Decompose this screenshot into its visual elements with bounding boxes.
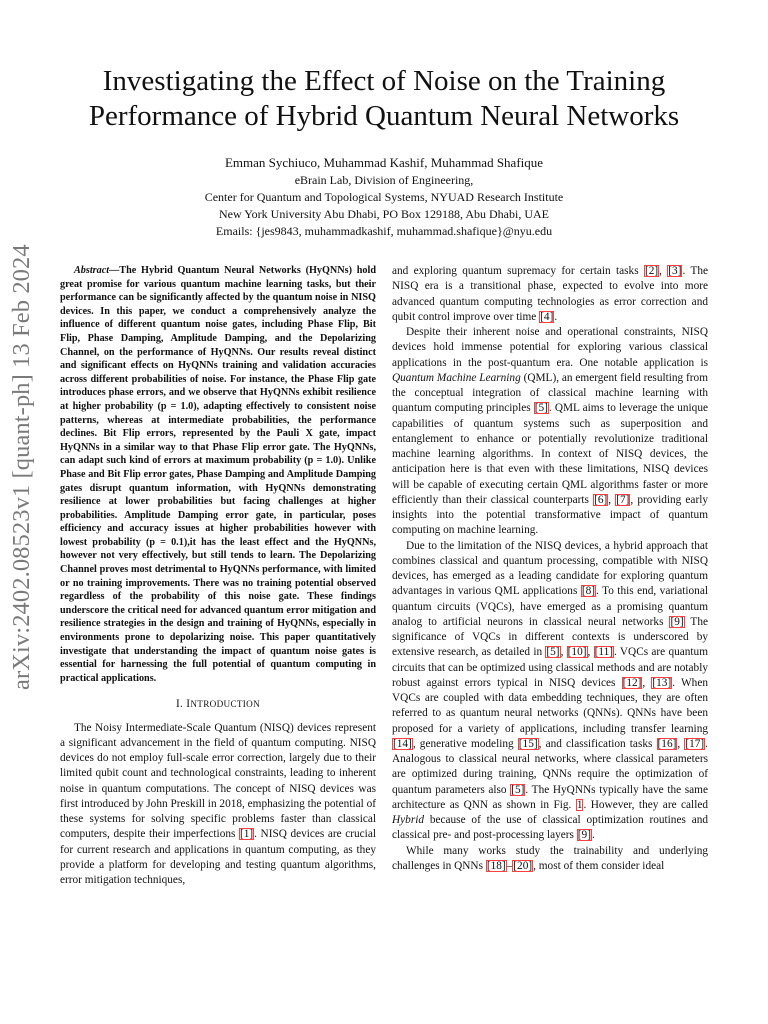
citation-link[interactable]: [4] (540, 310, 554, 323)
affiliation-line: New York University Abu Dhabi, PO Box 129188, Abu Dhabi, UAE (219, 207, 549, 221)
affiliations (40, 172, 728, 240)
paper-title (40, 64, 728, 134)
section-title-rest: NTRODUCTION (190, 699, 261, 710)
citation-link[interactable]: [5] (534, 402, 548, 415)
intro-paragraph-1-continued: and exploring quantum supremacy for certain tasks [2], [3]. The NISQ era is a transitional phase, expected to evolve into more advanced quantum computing technologies as error correction and qubit control improve over time [4]. (392, 265, 709, 323)
citation-link[interactable]: [2] (644, 265, 659, 277)
intro-paragraph-2: Despite their inherent noise and operational constraints, NISQ devices hold immense potential for exploring various classical applications in the post-quantum era. One notable application is Quantum Machine Learning (QML), an emergent field resulting from the conceptual integration of classical machine learning with quantum computing principles [5]. QML aims to leverage the unique capabilities of quantum systems such as superposition and entanglement to enhance or potentially revolutionize traditional machine learning algorithms. In context of NISQ devices, the anticipation here is that even with these limitations, NISQ devices will be capable of executing certain QML algorithms faster or more efficiently than their classical counterparts [6], [7], providing early insights into the potential transformative impact of quantum computing on machine learning. (392, 326, 708, 537)
abstract (60, 264, 376, 685)
left-column (60, 264, 376, 888)
citation-link[interactable]: [9] (670, 615, 684, 628)
paragraph-text: While many works study the trainability and underlying challenges in QNNs (392, 844, 708, 872)
paragraph-text: . To this end, variational quantum circuits (VQCs), have emerged as a promising quantum analog to artificial neurons in classical neural networks (392, 585, 708, 628)
paragraph-text: . NISQ devices are crucial for current research and applications in quantum computing, as they provide a platform for developing and testing quantum algorithms, error mitigation techniques, (60, 828, 376, 887)
figure-reference-link[interactable]: 1 (576, 798, 583, 811)
citation-link[interactable]: [11] (594, 646, 613, 659)
paragraph-text: . When VQCs are coupled with data embedding techniques, they are often referred to as quantum neural networks (QNNs). QNNs have been proposed for a variety of applications, including transfer learning (392, 676, 708, 735)
citation-link[interactable]: [5] (511, 783, 525, 796)
right-column (392, 264, 708, 874)
author-list: Emman Sychiuco, Muhammad Kashif, Muhammad Shafique (224, 155, 544, 170)
section-cap: I (186, 698, 191, 711)
section-number: I. (175, 698, 184, 711)
abstract-label: Abstract (74, 265, 110, 276)
citation-link[interactable]: [5] (546, 646, 560, 659)
intro-paragraph-4: While many works study the trainability and underlying challenges in QNNs [18]–[20], most of them consider ideal (392, 844, 708, 872)
paragraph-text: The significance of VQCs in different contexts is underscored by extensive research, as detailed in (392, 615, 708, 659)
paragraph-text: . However, they are called (583, 798, 708, 811)
citation-link[interactable]: [13] (652, 676, 672, 689)
paragraph-text: because of the use of classical optimization routines and classical pre- and post-processing layers (392, 814, 708, 842)
citation-link[interactable]: [3] (668, 265, 682, 277)
citation-link[interactable]: [15] (518, 737, 538, 750)
paragraph-text: The Noisy Intermediate-Scale Quantum (NISQ) devices represent a significant advancement in the field of quantum computing. NISQ devices do not employ full-scale error correction, largely due to their limited qubit count and technological constraints, leading to inherent noise in quantum computations. The concept of NISQ devices was first introduced by John Preskill in 2018, emphasizing the potential of these systems for solving specific problems faster than classical computers, despite their imperfections (60, 721, 376, 841)
citation-link[interactable]: [7] (616, 493, 630, 506)
citation-link[interactable]: [14] (393, 737, 412, 750)
paragraph-text: (QML), an emergent field resulting from the conceptual integration of classical machine learning with quantum computing principles (392, 371, 708, 415)
title-line-2: Performance of Hybrid Quantum Neural Networks (88, 100, 680, 132)
citation-link[interactable]: [20] (513, 859, 533, 872)
citation-link[interactable]: [8] (581, 585, 595, 598)
citation-link[interactable]: [17] (685, 737, 705, 750)
citation-link[interactable]: [10] (567, 646, 587, 659)
arxiv-stamp-text: arXiv:2402.08523v1 [quant-ph] 13 Feb 2024 (8, 244, 35, 690)
paragraph-text: Despite their inherent noise and operational constraints, NISQ devices hold immense potential for exploring various classical applications in the post-quantum era. One notable application is (392, 326, 708, 369)
citation-link[interactable]: [6] (594, 493, 608, 506)
abstract-text: —The Hybrid Quantum Neural Networks (HyQNNs) hold great promise for various quantum machine learning tasks, but their performance can be significantly affected by the quantum noise in NISQ devices. In this paper, we conduct a comprehensively analyze the influence of different quantum noise gates, including Phase Flip, Bit Flip, Phase Damping, Amplitude Damping, and the Depolarizing Channel, on the performance of HyQNNs. Our results reveal distinct and significant effects on HyQNNs training and validation accuracies across different probabilities of noise. For instance, the Phase Flip gate introduces phase errors, and we observe that HyQNNs exhibit resilience at higher probability (p = 1.0), adapting effectively to consistent noise patterns, whereas at intermediate probabilities, the performance declines. Bit Flip errors, represented by the Pauli X gate, impact HyQNNs in a similar way to that Phase Flip error gate. The HyQNNs, can adapt such kind of errors at maximum probability (p = 1.0). Unlike Phase and Bit Flip error gates, Phase Damping and Amplitude Damping gates disrupt quantum information, with HyQNNs demonstrating resilience at lower probabilities but facing challenges at higher probabilities. Amplitude Damping error gate, in particular, poses efficiency and accuracy issues at higher probabilities however with lowest probability (p = 0.1),it has the least effect and the HyQNNs, however not very effectively, but still tends to learn. The Depolarizing Channel proves most detrimental to HyQNNs performance, with limited or no training improvements. There was no training potential observed regardless of the probability of this noise gate. These findings underscore the critical need for advanced quantum error mitigation and resilience strategies in the design and training of HyQNNs, especially in environments prone to depolarizing noise. This paper quantitatively investigate that understanding the impact of quantum noise gates is essential for harnessing the full potential of quantum computing in practical applications. (60, 265, 376, 684)
intro-paragraph-3: Due to the limitation of the NISQ devices, a hybrid approach that combines classical and quantum processing, compatible with NISQ devices, has emerged as a leading candidate for exploring quantum advantages in various QML applications [8]. To this end, variational quantum circuits (VQCs), have emerged as a promising quantum analog to artificial neurons in classical neural networks [9] The significance of VQCs in different contexts is underscored by extensive research, as detailed in [5], [10], [11]. VQCs are quantum circuits that can be optimized using classical methods and are notably robust against errors typical in NISQ devices [12], [13]. When VQCs are coupled with data embedding techniques, they are often referred to as quantum neural networks (QNNs). QNNs have been proposed for a variety of applications, including transfer learning [14], generative modeling [15], and classification tasks [16], [17]. Analogous to classical neural networks, where classical parameters are optimized during training, QNNs require the optimization of quantum parameters also [5]. The HyQNNs typically have the same architecture as QNN as shown in Fig. 1. However, they are called Hybrid because of the use of classical optimization routines and classical pre- and post-processing layers [9]. (392, 539, 708, 842)
citation-link[interactable]: [9] (577, 829, 591, 842)
paragraph-text: . QML aims to leverage the unique capabilities of quantum systems such as superposition and entanglement to enhance or potentially revolutionize traditional machine learning algorithms. In context of NISQ devices, the anticipation here is that even with these limitations, NISQ devices will be capable of executing certain QML algorithms faster or more efficiently than their classical counterparts (392, 402, 708, 506)
citation-link[interactable]: [12] (622, 676, 642, 689)
citation-link[interactable]: [1] (239, 828, 254, 841)
emphasis-qml: Quantum Machine Learning (392, 371, 521, 384)
citation-link[interactable]: [16] (657, 737, 677, 750)
paragraph-text: . Analogous to classical neural networks, where classical parameters are optimized during training, QNNs require the optimization of quantum parameters also (392, 737, 708, 796)
affiliation-line: Center for Quantum and Topological Systems, NYUAD Research Institute (204, 190, 564, 204)
paragraph-text: and exploring quantum supremacy for certain tasks (392, 265, 644, 277)
email-line: Emails: {jes9843, muhammadkashif, muhammad.shafique}@nyu.edu (215, 224, 553, 238)
title-line-1: Investigating the Effect of Noise on the Training (102, 65, 666, 97)
intro-paragraph-1 (60, 721, 376, 889)
citation-link[interactable]: [18] (486, 859, 506, 872)
paragraph-text: . The HyQNNs typically have the same architecture as QNN as shown in Fig. (392, 783, 708, 811)
paragraph-text: Due to the limitation of the NISQ devices, a hybrid approach that combines classical and quantum processing, compatible with NISQ devices, has emerged as a leading candidate for exploring quantum advantages in various QML applications (392, 539, 708, 598)
paragraph-text: . VQCs are quantum circuits that can be optimized using classical methods and are notably robust against errors typical in NISQ devices (392, 646, 708, 689)
paragraph-text: , generative modeling (412, 737, 518, 750)
paragraph-text: , providing early insights into the potential transformative impact of quantum computing on machine learning. (392, 493, 708, 537)
section-heading-introduction (60, 697, 376, 712)
paragraph-text: , and classification tasks (538, 737, 657, 750)
paragraph-text: , most of them consider ideal (533, 859, 665, 872)
paragraph-text: . The NISQ era is a transitional phase, expected to evolve into more advanced quantum computing technologies as error correction and qubit control improve over time (392, 265, 709, 323)
affiliation-line: eBrain Lab, Division of Engineering, (294, 173, 474, 187)
emphasis-hybrid: Hybrid (392, 814, 425, 826)
